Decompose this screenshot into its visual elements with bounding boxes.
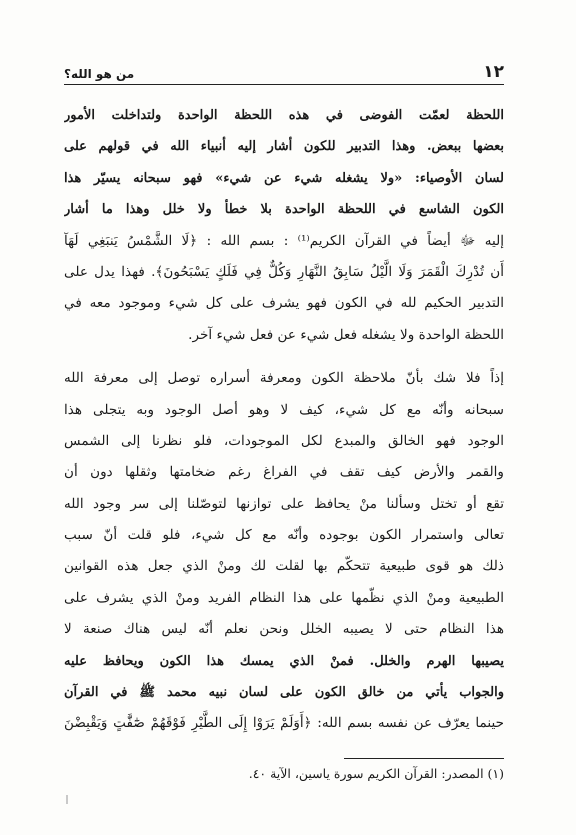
scan-speck: [66, 795, 68, 804]
paragraph-2: [64, 363, 504, 740]
text-line: الوجود فهو الخالق والمبدع لكل الموجودات، فلو نظرنا إلى الشمس: [64, 432, 504, 449]
text-line: بعضها ببعض. وهذا التدبير للكون أشار إليه أنبياء الله في قولهم على: [64, 139, 504, 155]
text-line: اللحظة الواحدة ولا يشغله فعل شيء عن فعل شيء آخر.: [188, 326, 504, 343]
text-line: والقمر والأرض كيف تقف في الفراغ رغم ضخامتها وثقلها دون أن: [64, 464, 504, 481]
text-line: هذا النظام حتى لا يصيبه الخلل ونحن نعلم أنّه ليس هناك صنعة لا: [64, 621, 504, 638]
text-line: حينما يعرّف عن نفسه بسم الله: ﴿أَوَلَمْ يَرَوْا إِلَى الطَّيْرِ فَوْقَهُمْ صَٰٓفَّٰتٍ وَيَقْبِضْنَ: [64, 715, 504, 732]
footnote-divider: [344, 758, 504, 759]
text-line: التدبير الحكيم لله في الكون فهو يشرف على كل شيء وموجود معه في: [64, 295, 504, 312]
text-line: إليه ﷻ أيضاً في القرآن الكريم⁽¹⁾ : بسم الله : ﴿لَا الشَّمْسُ يَنبَغِي لَهَآ: [64, 232, 504, 249]
page-header: [64, 62, 504, 85]
text-line: والجواب يأتي من خالق الكون على لسان نبيه محمد ﷺ في القرآن: [64, 685, 504, 701]
paragraph-gap: [64, 351, 504, 363]
text-line: الكون الشاسع في اللحظة الواحدة بلا خطأ ولا خلل وهذا ما أشار: [64, 202, 504, 218]
text-line: تقع أو تختل وسألنا منْ يحافظ على توازنها لتوصّلنا إلى سر وجود الله: [64, 495, 504, 512]
text-line: لسان الأوصياء: «ولا يشغله شيء عن شيء» فهو سبحانه يسيّر هذا: [64, 170, 504, 186]
page-number: ١٢: [483, 62, 504, 82]
text-line: اللحظة لعمّت الفوضى في هذه اللحظة الواحدة ولتداخلت الأمور: [64, 108, 504, 123]
text-line: أَن تُدْرِكَ الْقَمَرَ وَلَا الَّيْلُ سَابِقُ النَّهَارِ وَكُلٌّ فِي فَلَكٍ يَسْبَحُونَ﴾. فهذا يدل على: [64, 263, 504, 280]
running-title: من هو الله؟: [64, 67, 135, 81]
text-line: الطبيعية ومنْ الذي نظّمها على هذا النظام الفريد ومنْ الذي يشرف على: [64, 589, 504, 606]
text-line: ذلك هو قوى طبيعية تتحكّم بها لقلت لك ومنْ الذي جعل هذه القوانين: [64, 558, 504, 575]
text-line: سبحانه وأنّه مع كل شيء، كيف لا وهو أصل الوجود وبه يتجلى هذا: [64, 401, 504, 418]
footnote: (١) المصدر: القرآن الكريم سورة ياسين، الآية ٤٠.: [248, 766, 504, 781]
text-line: يصيبها الهرم والخلل. فمنْ الذي يمسك هذا الكون ويحافظ عليه: [64, 653, 504, 669]
text-line: تعالى واستمرار الكون بوجوده وأنّه مع كل شيء، فلو قلت أنّ سبب: [64, 527, 504, 544]
body-text: [64, 100, 504, 740]
paragraph-1: [64, 100, 504, 351]
text-line: إذاً فلا شك بأنّ ملاحظة الكون ومعرفة أسراره توصل إلى معرفة الله: [64, 370, 504, 387]
